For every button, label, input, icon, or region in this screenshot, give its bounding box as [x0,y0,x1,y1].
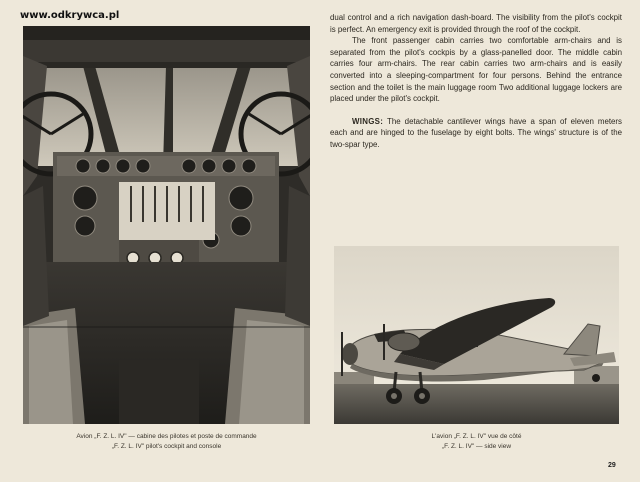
watermark: www.odkrywca.pl [20,10,120,21]
wings-text: The detachable cantilever wings have a span of eleven meters each and are hinged to the fuselage by eight bolts. The wings' structure is of the two-spar type. [330,116,622,149]
caption-line-french: L'avion „F. Z. L. IV" vue de côté [431,433,522,440]
cockpit-photo-caption [23,432,310,452]
article-text [330,12,622,151]
paragraph-cockpit: dual control and a rich navigation dash-board. The visibility from the pilot's cockpit is perfect. An emergency exit is provided through the roof of the cockpit. [330,13,622,34]
wings-heading: WINGS: [352,116,384,126]
caption-line-french: Avion „F. Z. L. IV" — cabine des pilotes et poste de commande [76,433,257,440]
airplane-photo [334,246,619,424]
caption-line-english: „F. Z. L. IV" — side view [441,443,512,450]
page-number: 29 [608,462,616,469]
paragraph-cabins: The front passenger cabin carries two comfortable arm-chairs and is separated from the pilot's cockpis by a glass-panelled door. The middle cabin carries four arm-chairs. The rear cabin carries two arm-chairs and is easily converted into a sleeping-compartment for four persons. Behind the entrance section and the toilet is the main luggage room Two additional luggage lockers are placed under the pilot's cockpit. [330,36,622,104]
airplane-photo-caption [334,432,619,452]
paragraph-wings [330,116,622,151]
caption-line-english: „F. Z. L. IV" pilot's cockpit and console [111,443,222,450]
cockpit-photo [23,26,310,424]
